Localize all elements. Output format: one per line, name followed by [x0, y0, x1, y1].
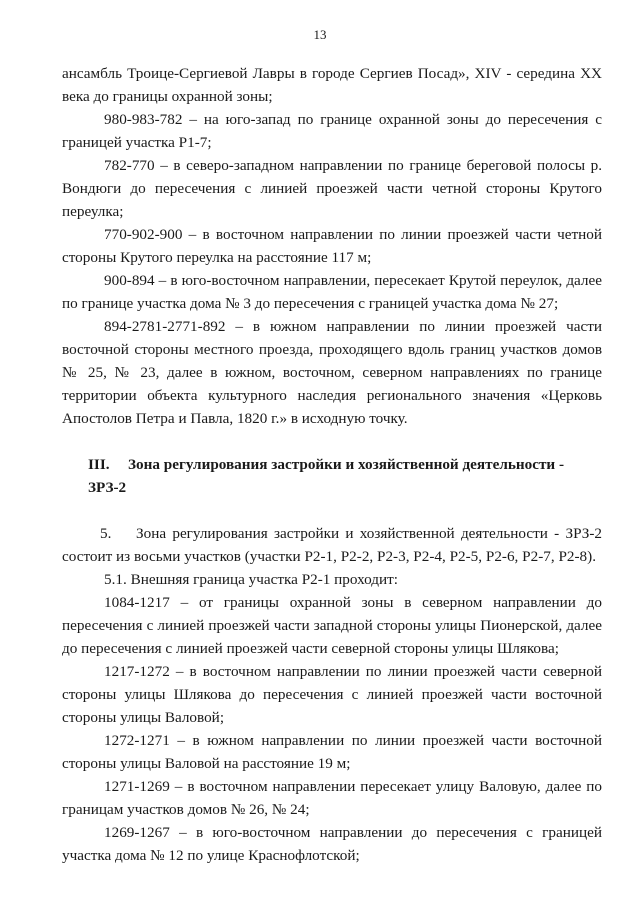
section-number: III.: [88, 456, 110, 473]
paragraph: 1272-1271 – в южном направлении по линии проезжей части восточной стороны улицы Валовой на расстояние 19 м;: [62, 732, 602, 772]
paragraph: 1269-1267 – в юго-восточном направлении до пересечения с границей участка дома № 12 по улице Краснофлотской;: [62, 824, 602, 864]
paragraph-text: Зона регулирования застройки и хозяйственной деятельности - ЗРЗ-2 состоит из восьми участков (участки Р2-1, Р2-2, Р2-3, Р2-4, Р2-5, Р2-6, Р2-7, Р2-8).: [62, 525, 602, 565]
paragraph: 1084-1217 – от границы охранной зоны в северном направлении до пересечения с линией проезжей части западной стороны улицы Пионерской, далее до пересечения с линией проезжей части северной стороны улицы Шлякова;: [62, 594, 602, 657]
paragraph: ансамбль Троице-Сергиевой Лавры в городе Сергиев Посад», XIV - середина XX века до границы охранной зоны;: [62, 65, 602, 105]
paragraph: 1217-1272 – в восточном направлении по линии проезжей части северной стороны улицы Шлякова до пересечения с линией проезжей части восточной стороны улицы Валовой;: [62, 663, 602, 726]
section-heading: [62, 453, 602, 499]
paragraph: 1271-1269 – в восточном направлении пересекает улицу Валовую, далее по границам участков домов № 26, № 24;: [62, 778, 602, 818]
section-title: Зона регулирования застройки и хозяйственной деятельности - ЗРЗ-2: [88, 456, 565, 496]
paragraph: 894-2781-2771-892 – в южном направлении по линии проезжей части восточной стороны местного проезда, проходящего вдоль границ участков домов № 25, № 23, далее в южном, восточном, северном направлениях по границе территории объекта культурного наследия регионального значения «Церковь Апостолов Петра и Павла, 1820 г.» в исходную точку.: [62, 318, 602, 427]
paragraph: 900-894 – в юго-восточном направлении, пересекает Крутой переулок, далее по границе участка дома № 3 до пересечения с границей участка дома № 27;: [62, 272, 602, 312]
paragraph: [62, 522, 602, 568]
paragraph: 770-902-900 – в восточном направлении по линии проезжей части четной стороны Крутого переулка на расстояние 117 м;: [62, 226, 602, 266]
paragraph: 980-983-782 – на юго-запад по границе охранной зоны до пересечения с границей участка Р1-7;: [62, 111, 602, 151]
paragraph-number: 5.: [100, 525, 112, 542]
page-number: 13: [313, 27, 327, 42]
document-body: [62, 62, 602, 867]
paragraph: 782-770 – в северо-западном направлении по границе береговой полосы р. Вондюги до пересечения с линией проезжей части четной стороны Крутого переулка;: [62, 157, 602, 220]
subsection-heading: 5.1. Внешняя граница участка Р2-1 проходит:: [104, 571, 398, 588]
